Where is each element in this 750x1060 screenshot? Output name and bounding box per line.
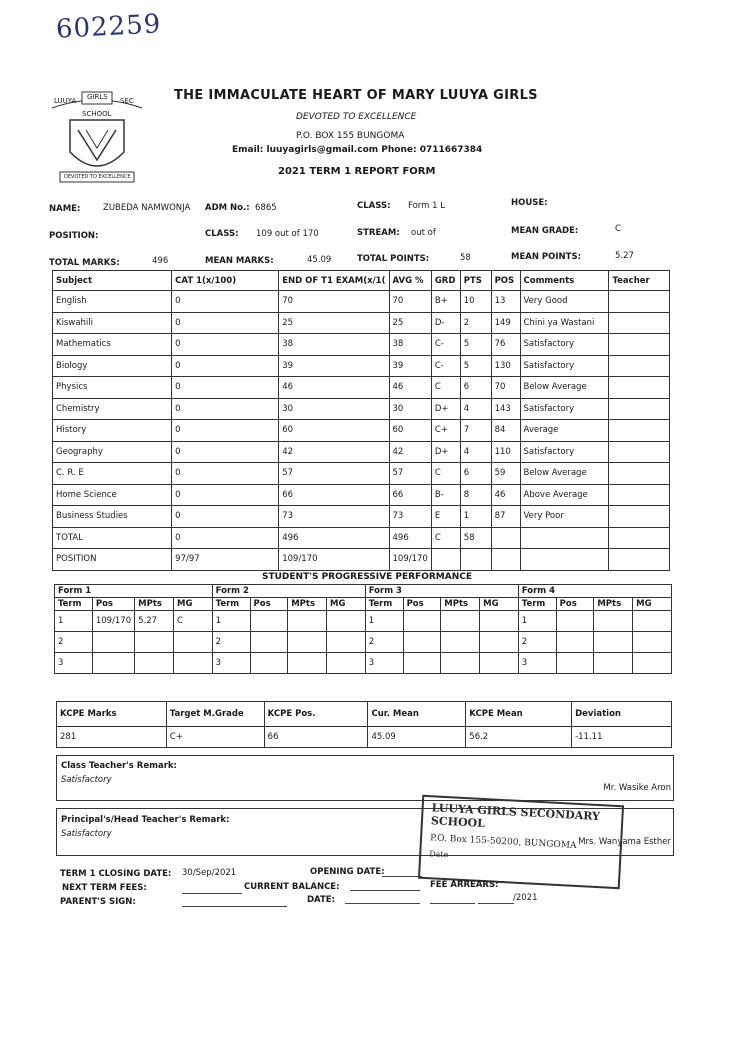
table-cell: Chemistry	[53, 398, 172, 420]
table-cell: Satisfactory	[520, 441, 609, 463]
table-cell: 46	[389, 377, 431, 399]
class-teacher-remark-box	[56, 755, 674, 801]
table-cell: 70	[491, 377, 520, 399]
class-teacher-label: Class Teacher's Remark:	[61, 761, 177, 771]
table-cell: 73	[389, 506, 431, 528]
progress-cell: 3	[518, 653, 556, 674]
table-cell: English	[53, 291, 172, 313]
adm-label: ADM No.:	[205, 203, 250, 213]
progress-col-header: MG	[327, 598, 366, 611]
mean-marks-value: 45.09	[307, 255, 332, 265]
progress-cell	[556, 632, 594, 653]
total-points-label: TOTAL POINTS:	[357, 254, 430, 264]
logo-text-school: SCHOOL	[82, 110, 112, 118]
mean-grade-label: MEAN GRADE:	[511, 226, 579, 236]
date-label: DATE:	[307, 895, 335, 905]
logo-text-sec: SEC	[120, 97, 134, 105]
progress-cell	[441, 611, 480, 632]
class-teacher-name: Mr. Wasike Aron	[603, 783, 671, 793]
progress-cell	[441, 632, 480, 653]
table-cell: Very Poor	[520, 506, 609, 528]
progress-cell: 3	[212, 653, 250, 674]
table-cell: 60	[279, 420, 389, 442]
progress-cell	[403, 632, 441, 653]
mean-grade-value: C	[615, 224, 621, 234]
table-row	[53, 463, 670, 485]
progress-cell: 2	[365, 632, 403, 653]
table-row	[53, 484, 670, 506]
principal-label: Principal's/Head Teacher's Remark:	[61, 815, 230, 825]
progress-col-header: Pos	[92, 598, 134, 611]
progress-cell	[173, 632, 212, 653]
table-cell: Below Average	[520, 463, 609, 485]
col-comments: Comments	[520, 271, 609, 291]
table-cell: Kiswahili	[53, 312, 172, 334]
col-avg: AVG %	[389, 271, 431, 291]
table-cell: Very Good	[520, 291, 609, 313]
table-cell: C. R. E	[53, 463, 172, 485]
col-teacher: Teacher	[609, 271, 670, 291]
col-pos: POS	[491, 271, 520, 291]
progress-cell	[288, 611, 327, 632]
date-year: /2021	[513, 893, 538, 903]
table-row	[53, 377, 670, 399]
progress-cell	[327, 632, 366, 653]
progress-table	[54, 584, 672, 674]
progress-cell	[250, 632, 288, 653]
progress-body	[55, 585, 672, 674]
table-cell: 496	[389, 527, 431, 549]
current-balance-line	[350, 890, 420, 891]
table-cell: 38	[279, 334, 389, 356]
progress-cell	[633, 653, 672, 674]
progress-cols-row	[55, 598, 672, 611]
progress-title: STUDENT'S PROGRESSIVE PERFORMANCE	[262, 572, 472, 582]
kcpe-deviation-header: Deviation	[572, 702, 672, 727]
date-day-line	[430, 903, 475, 904]
table-cell	[609, 484, 670, 506]
progress-cell	[480, 653, 519, 674]
table-cell: 0	[172, 291, 279, 313]
table-cell: 143	[491, 398, 520, 420]
progress-cell	[403, 611, 441, 632]
mean-points-label: MEAN POINTS:	[511, 252, 581, 262]
form-header: Form 3	[365, 585, 518, 598]
progress-forms-row	[55, 585, 672, 598]
name-label: NAME:	[49, 204, 81, 214]
table-cell	[491, 527, 520, 549]
progress-cell	[633, 632, 672, 653]
table-cell: 46	[279, 377, 389, 399]
table-cell	[609, 312, 670, 334]
table-cell: 84	[491, 420, 520, 442]
table-cell: POSITION	[53, 549, 172, 571]
table-cell	[609, 506, 670, 528]
school-address: P.O. BOX 155 BUNGOMA	[296, 131, 405, 141]
kcpe-deviation-value: -11.11	[572, 727, 672, 748]
progress-cell	[327, 653, 366, 674]
table-cell: 30	[279, 398, 389, 420]
kcpe-value-row	[57, 727, 672, 748]
table-row	[53, 398, 670, 420]
class-value: Form 1 L	[408, 201, 445, 211]
table-cell: C	[431, 527, 460, 549]
table-cell: 2	[460, 312, 491, 334]
progress-cell: 3	[55, 653, 93, 674]
progress-cell	[92, 632, 134, 653]
table-cell: 73	[279, 506, 389, 528]
col-grd: GRD	[431, 271, 460, 291]
house-label: HOUSE:	[511, 198, 548, 208]
kcpe-marks-value: 281	[57, 727, 167, 748]
progress-cell	[288, 653, 327, 674]
table-cell: 25	[389, 312, 431, 334]
progress-cell	[594, 653, 633, 674]
fee-arrears-label: FEE ARREARS:	[430, 880, 499, 890]
table-cell: C-	[431, 355, 460, 377]
table-cell: 66	[389, 484, 431, 506]
progress-cell	[441, 653, 480, 674]
handwritten-number: 602259	[55, 9, 162, 45]
progress-cell	[173, 653, 212, 674]
progress-col-header: MPts	[594, 598, 633, 611]
table-row	[53, 312, 670, 334]
table-cell: 0	[172, 506, 279, 528]
table-cell: 149	[491, 312, 520, 334]
table-cell: 25	[279, 312, 389, 334]
progress-row	[55, 632, 672, 653]
total-marks-label: TOTAL MARKS:	[49, 258, 120, 268]
table-cell: 0	[172, 420, 279, 442]
table-cell: B+	[431, 291, 460, 313]
opening-date-label: OPENING DATE:	[310, 867, 385, 877]
kcpe-mean-value: 56.2	[466, 727, 572, 748]
progress-cell: 3	[365, 653, 403, 674]
kcpe-cur-mean-value: 45.09	[368, 727, 466, 748]
table-cell: 496	[279, 527, 389, 549]
next-fees-label: NEXT TERM FEES:	[62, 883, 147, 893]
table-cell: 0	[172, 334, 279, 356]
kcpe-table	[56, 701, 672, 748]
school-stamp	[418, 795, 624, 889]
table-cell: 42	[279, 441, 389, 463]
kcpe-marks-header: KCPE Marks	[57, 702, 167, 727]
progress-cell	[250, 653, 288, 674]
col-cat: CAT 1(x/100)	[172, 271, 279, 291]
stamp-line2: P.O. Box 155-50200, BUNGOMA	[429, 833, 577, 851]
principal-remark: Satisfactory	[61, 829, 112, 839]
col-subject: Subject	[53, 271, 172, 291]
table-row	[53, 420, 670, 442]
next-fees-line	[182, 893, 242, 894]
table-cell: 57	[279, 463, 389, 485]
closing-date-label: TERM 1 CLOSING DATE:	[60, 869, 172, 879]
table-cell: Satisfactory	[520, 355, 609, 377]
school-contact: Email: luuyagirls@gmail.com Phone: 0711667384	[232, 145, 483, 155]
progress-cell: 2	[55, 632, 93, 653]
kcpe-pos-header: KCPE Pos.	[264, 702, 368, 727]
table-cell	[609, 334, 670, 356]
table-cell: 0	[172, 355, 279, 377]
logo-motto: DEVOTED TO EXCELLENCE	[64, 174, 131, 180]
table-cell	[609, 355, 670, 377]
progress-cell	[556, 653, 594, 674]
table-cell: 4	[460, 398, 491, 420]
logo-text-luuya: LUUYA	[54, 97, 77, 105]
stream-value: out of	[411, 228, 436, 238]
table-cell: 30	[389, 398, 431, 420]
table-cell: 10	[460, 291, 491, 313]
kcpe-target-header: Target M.Grade	[166, 702, 264, 727]
student-name: ZUBEDA NAMWONJA	[103, 203, 191, 213]
closing-date-value: 30/Sep/2021	[182, 868, 237, 878]
table-cell: E	[431, 506, 460, 528]
date-month-line	[478, 903, 514, 904]
table-cell: Geography	[53, 441, 172, 463]
table-cell: Average	[520, 420, 609, 442]
table-cell	[609, 420, 670, 442]
table-row	[53, 549, 670, 571]
table-cell: 8	[460, 484, 491, 506]
progress-col-header: Pos	[556, 598, 594, 611]
table-cell: Physics	[53, 377, 172, 399]
table-cell: 0	[172, 463, 279, 485]
progress-cell	[633, 611, 672, 632]
table-cell: 130	[491, 355, 520, 377]
table-cell: C	[431, 377, 460, 399]
table-cell: Chini ya Wastani	[520, 312, 609, 334]
table-cell: History	[53, 420, 172, 442]
table-cell: 0	[172, 377, 279, 399]
progress-row	[55, 653, 672, 674]
progress-cell: 1	[55, 611, 93, 632]
table-row	[53, 441, 670, 463]
stream-label: STREAM:	[357, 228, 400, 238]
progress-cell	[327, 611, 366, 632]
table-cell: 110	[491, 441, 520, 463]
table-cell: Business Studies	[53, 506, 172, 528]
progress-col-header: MPts	[288, 598, 327, 611]
table-cell: 60	[389, 420, 431, 442]
progress-cell	[480, 632, 519, 653]
school-motto: DEVOTED TO EXCELLENCE	[296, 112, 417, 122]
progress-cell: 5.27	[135, 611, 174, 632]
table-cell: C-	[431, 334, 460, 356]
table-cell: Biology	[53, 355, 172, 377]
kcpe-pos-value: 66	[264, 727, 368, 748]
table-cell	[491, 549, 520, 571]
table-cell: B-	[431, 484, 460, 506]
progress-cell	[403, 653, 441, 674]
table-cell: 38	[389, 334, 431, 356]
table-cell: 57	[389, 463, 431, 485]
stamp-line1: LUUYA GIRLS SECONDARY SCHOOL	[430, 801, 601, 831]
parent-sign-line	[182, 906, 287, 907]
form-header: Form 1	[55, 585, 213, 598]
table-cell	[609, 527, 670, 549]
progress-row	[55, 611, 672, 632]
table-cell	[609, 463, 670, 485]
table-cell: Home Science	[53, 484, 172, 506]
form-header: Form 4	[518, 585, 671, 598]
date-line	[345, 903, 420, 904]
table-cell	[609, 291, 670, 313]
progress-col-header: MPts	[441, 598, 480, 611]
kcpe-header-row	[57, 702, 672, 727]
progress-cell: 1	[365, 611, 403, 632]
progress-cell: 1	[518, 611, 556, 632]
table-row	[53, 527, 670, 549]
table-cell: 87	[491, 506, 520, 528]
total-marks-value: 496	[152, 256, 169, 266]
table-cell: D+	[431, 398, 460, 420]
table-cell	[609, 441, 670, 463]
table-cell	[609, 398, 670, 420]
mean-marks-label: MEAN MARKS:	[205, 256, 274, 266]
kcpe-mean-header: KCPE Mean	[466, 702, 572, 727]
table-cell	[520, 549, 609, 571]
parent-sign-label: PARENT'S SIGN:	[60, 897, 136, 907]
class-position: 109 out of 170	[256, 229, 319, 239]
table-cell: 109/170	[279, 549, 389, 571]
table-cell	[460, 549, 491, 571]
progress-cell	[288, 632, 327, 653]
progress-cell: C	[173, 611, 212, 632]
class-teacher-remark: Satisfactory	[61, 775, 112, 785]
table-cell: 97/97	[172, 549, 279, 571]
table-cell	[431, 549, 460, 571]
form-header: Form 2	[212, 585, 365, 598]
table-cell: C	[431, 463, 460, 485]
table-cell: TOTAL	[53, 527, 172, 549]
progress-cell	[480, 611, 519, 632]
table-cell: Mathematics	[53, 334, 172, 356]
progress-cell: 1	[212, 611, 250, 632]
current-balance-label: CURRENT BALANCE:	[244, 882, 340, 892]
table-cell: D+	[431, 441, 460, 463]
progress-cell	[250, 611, 288, 632]
table-cell: Above Average	[520, 484, 609, 506]
class-label: CLASS:	[357, 201, 391, 211]
results-table	[52, 270, 670, 571]
table-cell: 1	[460, 506, 491, 528]
table-row	[53, 334, 670, 356]
table-cell	[609, 549, 670, 571]
table-cell: 7	[460, 420, 491, 442]
table-cell: 109/170	[389, 549, 431, 571]
form-title: 2021 TERM 1 REPORT FORM	[278, 166, 436, 177]
table-cell	[609, 377, 670, 399]
table-cell: 42	[389, 441, 431, 463]
progress-col-header: Pos	[250, 598, 288, 611]
table-cell: 0	[172, 398, 279, 420]
progress-col-header: Pos	[403, 598, 441, 611]
table-cell: 13	[491, 291, 520, 313]
progress-col-header: Term	[518, 598, 556, 611]
table-row	[53, 355, 670, 377]
progress-cell	[92, 653, 134, 674]
table-cell: C+	[431, 420, 460, 442]
table-cell: 0	[172, 484, 279, 506]
table-cell: D-	[431, 312, 460, 334]
progress-col-header: Term	[212, 598, 250, 611]
table-cell: 5	[460, 334, 491, 356]
principal-name: Mrs. Wanyama Esther	[578, 837, 671, 847]
table-cell	[520, 527, 609, 549]
progress-cell: 2	[518, 632, 556, 653]
kcpe-cur-mean-header: Cur. Mean	[368, 702, 466, 727]
progress-cell	[135, 653, 174, 674]
table-cell: 70	[389, 291, 431, 313]
table-cell: 59	[491, 463, 520, 485]
table-cell: Satisfactory	[520, 398, 609, 420]
table-cell: 46	[491, 484, 520, 506]
table-cell: Satisfactory	[520, 334, 609, 356]
results-body	[53, 291, 670, 571]
table-cell: 4	[460, 441, 491, 463]
table-cell: 6	[460, 463, 491, 485]
progress-col-header: MPts	[135, 598, 174, 611]
school-name: THE IMMACULATE HEART OF MARY LUUYA GIRLS	[174, 88, 538, 103]
progress-col-header: Term	[55, 598, 93, 611]
progress-cell: 109/170	[92, 611, 134, 632]
table-row	[53, 506, 670, 528]
table-cell: 39	[389, 355, 431, 377]
progress-col-header: MG	[480, 598, 519, 611]
school-logo	[42, 90, 152, 190]
progress-cell	[594, 611, 633, 632]
stamp-line3: Date	[429, 849, 449, 860]
progress-cell	[594, 632, 633, 653]
mean-points-value: 5.27	[615, 251, 634, 261]
table-cell: 58	[460, 527, 491, 549]
results-header-row	[53, 271, 670, 291]
progress-cell	[556, 611, 594, 632]
table-cell: 39	[279, 355, 389, 377]
table-cell: 66	[279, 484, 389, 506]
kcpe-target-value: C+	[166, 727, 264, 748]
logo-text-girls: GIRLS	[87, 93, 108, 101]
table-cell: 76	[491, 334, 520, 356]
progress-col-header: Term	[365, 598, 403, 611]
table-cell: 70	[279, 291, 389, 313]
position-label: POSITION:	[49, 231, 99, 241]
table-cell: 5	[460, 355, 491, 377]
progress-cell	[135, 632, 174, 653]
table-cell: 0	[172, 441, 279, 463]
table-cell: 6	[460, 377, 491, 399]
col-pts: PTS	[460, 271, 491, 291]
progress-col-header: MG	[633, 598, 672, 611]
table-cell: Below Average	[520, 377, 609, 399]
col-exam: END OF T1 EXAM(x/1(	[279, 271, 389, 291]
progress-col-header: MG	[173, 598, 212, 611]
progress-cell: 2	[212, 632, 250, 653]
table-cell: 0	[172, 527, 279, 549]
opening-date-line	[382, 876, 422, 877]
class2-label: CLASS:	[205, 229, 239, 239]
table-cell: 0	[172, 312, 279, 334]
total-points-value: 58	[460, 253, 471, 263]
table-row	[53, 291, 670, 313]
adm-number: 6865	[255, 203, 277, 213]
